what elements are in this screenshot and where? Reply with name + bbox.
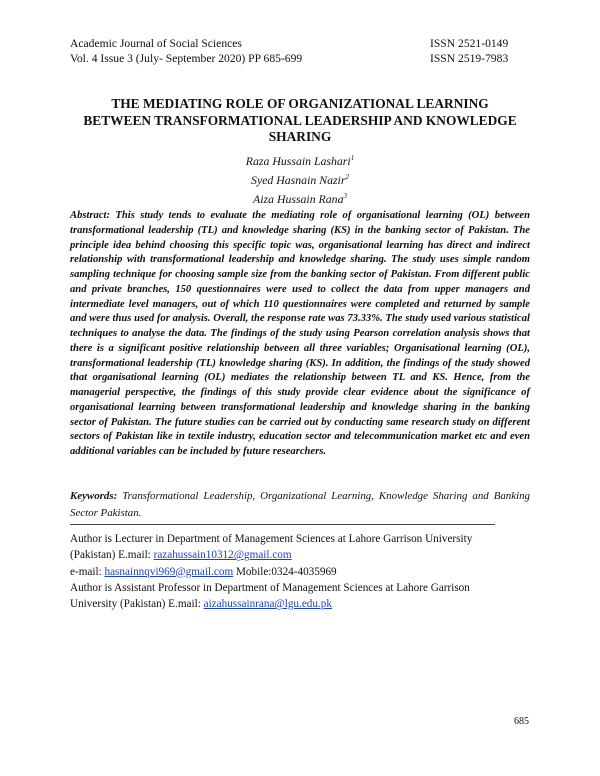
journal-issue: Vol. 4 Issue 3 (July- September 2020) PP 685-699 <box>70 52 303 65</box>
title-line: THE MEDIATING ROLE OF ORGANIZATIONAL LEARNING <box>111 96 489 111</box>
paper-title <box>70 96 530 146</box>
author-sup: 3 <box>343 192 347 201</box>
author-name: Aiza Hussain Rana <box>253 192 344 207</box>
author <box>70 188 530 207</box>
issn-print: ISSN 2521-0149 <box>430 37 509 50</box>
footnote-text: (Pakistan) E.mail: <box>70 549 154 562</box>
abstract-text: This study tends to evaluate the mediating role of organisational learning (OL) between transformational leadership (TL) and knowledge sharing (KS) in the banking sector of Pakistan. The principle idea behind choosing this specific topic was, organisational learning has direct and indirect relationship with transformational leadership and knowledge sharing. The study uses simple random sampling technique for choosing sample size from the banking sector of Pakistan. From different public and private branches, 150 questionnaires were used to collect the data from upper managers and intermediate level managers, out of which 110 questionnaires were completed and returned by sample and were thus used for analysis. Overall, the response rate was 73.33%. The study used various statistical techniques to analyse the data. The findings of the study using Pearson correlation analysis shows that there is a significant positive relationship between all three variables; Organisational learning (OL), transformational leadership (TL) knowledge sharing (KS). In addition, the findings of the study showed that organisational learning (OL) mediates the relationship between TL and KS. Hence, from the managerial perspective, the findings of this study provide clear evidence about the significance of organisational learning between transformational leadership and knowledge sharing in the banking sector of Pakistan. The future studies can be carried out by conducting same research study on different sectors of Pakistan like in textile industry, education sector and telecommunication market etc and even additional variables can be included by future researchers. <box>70 210 530 457</box>
footnote-divider <box>70 524 495 525</box>
author-name: Raza Hussain Lashari <box>245 153 351 168</box>
footnote-text: e-mail: <box>70 565 105 578</box>
abstract <box>70 209 530 460</box>
email-link-3[interactable]: aizahussainrana@lgu.edu.pk <box>203 598 332 611</box>
author-name: Syed Hasnain Nazir <box>251 173 346 188</box>
author-sup: 1 <box>350 154 355 162</box>
email-link-2[interactable]: hasnainnqvi969@gmail.com <box>104 565 234 578</box>
abstract-label: Abstract: <box>70 210 111 221</box>
page-number: 685 <box>514 716 529 727</box>
journal-name: Academic Journal of Social Sciences <box>70 37 242 50</box>
email-link-1[interactable]: razahussain10312@gmail.com <box>153 549 292 562</box>
author-sup: 2 <box>345 173 349 182</box>
footnotes <box>70 531 540 612</box>
footnote-text: Mobile:0324-4035969 <box>233 565 337 578</box>
footnote-line <box>70 547 540 563</box>
footnote-text: University (Pakistan) E.mail: <box>70 598 204 611</box>
author-list <box>70 150 530 207</box>
footnote-line <box>70 564 540 580</box>
journal-header <box>70 36 302 66</box>
footnote-line: Author is Lecturer in Department of Management Sciences at Lahore Garrison University <box>70 533 473 545</box>
keywords-label: Keywords: <box>70 490 118 502</box>
footnote-line <box>70 596 540 612</box>
title-line: BETWEEN TRANSFORMATIONAL LEADERSHIP AND KNOWLEDGE <box>83 112 517 128</box>
title-line: SHARING <box>268 129 332 144</box>
footnote-line: Author is Assistant Professor in Department of Management Sciences at Lahore Garrison <box>70 581 470 594</box>
keywords-text: Transformational Leadership, Organizational Learning, Knowledge Sharing and Banking Sector Pakistan. <box>70 490 530 519</box>
author <box>70 169 530 188</box>
issn-block <box>430 36 508 66</box>
issn-online: ISSN 2519-7983 <box>430 52 509 65</box>
author <box>70 150 530 169</box>
keywords <box>70 488 530 521</box>
